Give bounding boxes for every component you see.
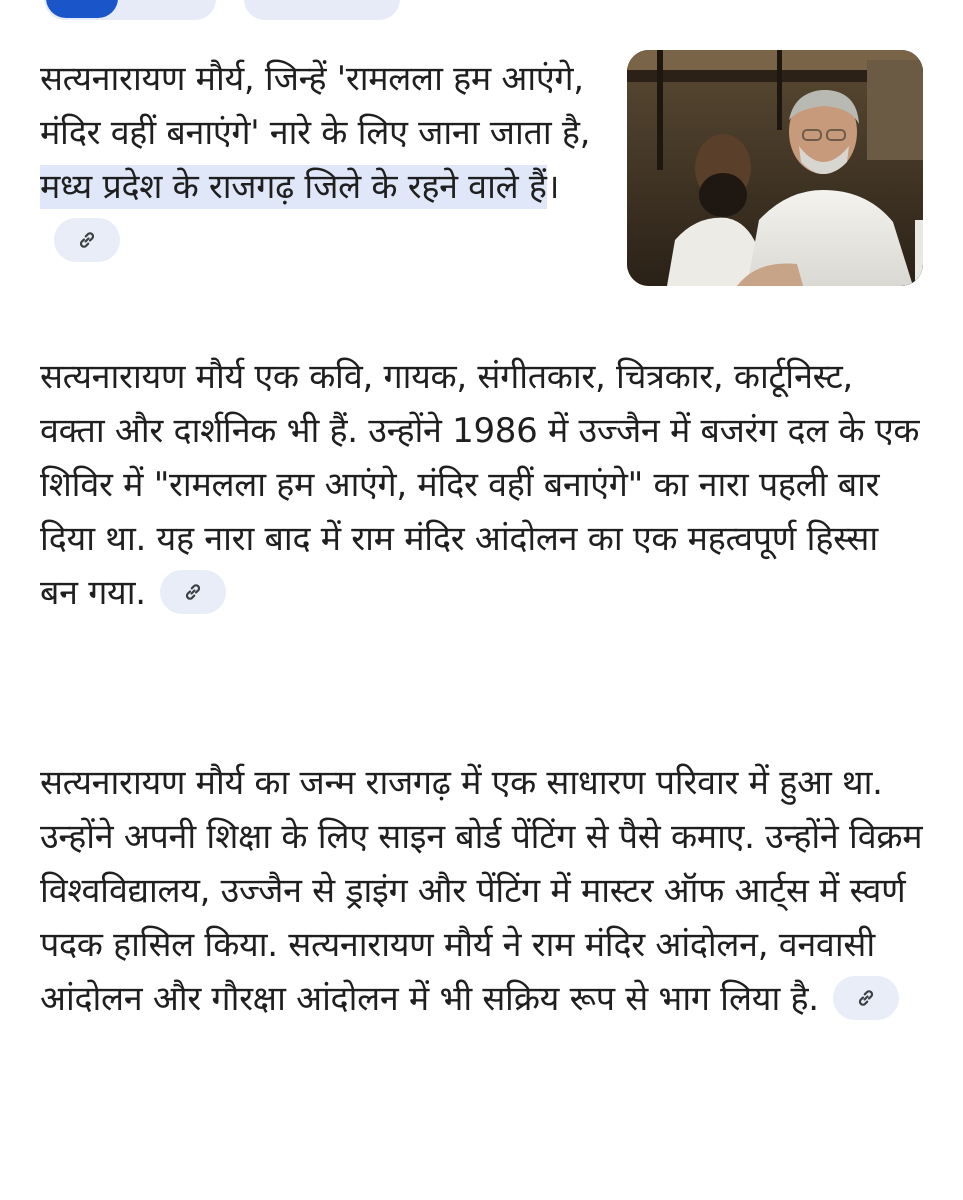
chip-indicator: [46, 0, 118, 18]
top-chip-left[interactable]: [44, 0, 216, 20]
person-photo[interactable]: [627, 50, 923, 286]
paragraph-1-end: ।: [546, 167, 560, 207]
top-chip-right[interactable]: [244, 0, 400, 20]
source-link-button[interactable]: [833, 976, 899, 1020]
link-icon: [75, 228, 99, 252]
paragraph-1-text: सत्यनारायण मौर्य, जिन्हें 'रामलला हम आएंगे, मंदिर वहीं बनाएंगे' नारे के लिए जाना जाता है,: [40, 59, 591, 153]
source-link-button[interactable]: [160, 570, 226, 614]
answer-paragraph-3: [40, 756, 925, 1026]
answer-paragraph-2: [40, 350, 925, 620]
link-icon: [854, 986, 878, 1010]
source-link-button[interactable]: [54, 218, 120, 262]
photo-image: [627, 50, 923, 286]
paragraph-3-text: सत्यनारायण मौर्य का जन्म राजगढ़ में एक साधारण परिवार में हुआ था. उन्होंने अपनी शिक्षा के लिए साइन बोर्ड पेंटिंग से पैसे कमाए. उन्होंने विक्रम विश्वविद्यालय, उज्जैन से ड्राइंग और पेंटिंग में मास्टर ऑफ आर्ट्स में स्वर्ण पदक हासिल किया. सत्यनारायण मौर्य ने राम मंदिर आंदोलन, वनवासी आंदोलन और गौरक्षा आंदोलन में भी सक्रिय रूप से भाग लिया है.: [40, 763, 923, 1019]
highlighted-text: मध्य प्रदेश के राजगढ़ जिले के रहने वाले हैं: [40, 167, 547, 207]
link-icon: [181, 580, 205, 604]
paragraph-2-text: सत्यनारायण मौर्य एक कवि, गायक, संगीतकार, चित्रकार, कार्टूनिस्ट, वक्ता और दार्शनिक भी हैं. उन्होंने 1986 में उज्जैन में बजरंग दल के एक शिविर में "रामलला हम आएंगे, मंदिर वहीं बनाएंगे" का नारा पहली बार दिया था. यह नारा बाद में राम मंदिर आंदोलन का एक महत्वपूर्ण हिस्सा बन गया.: [40, 357, 920, 613]
answer-paragraph-1: [40, 52, 610, 268]
